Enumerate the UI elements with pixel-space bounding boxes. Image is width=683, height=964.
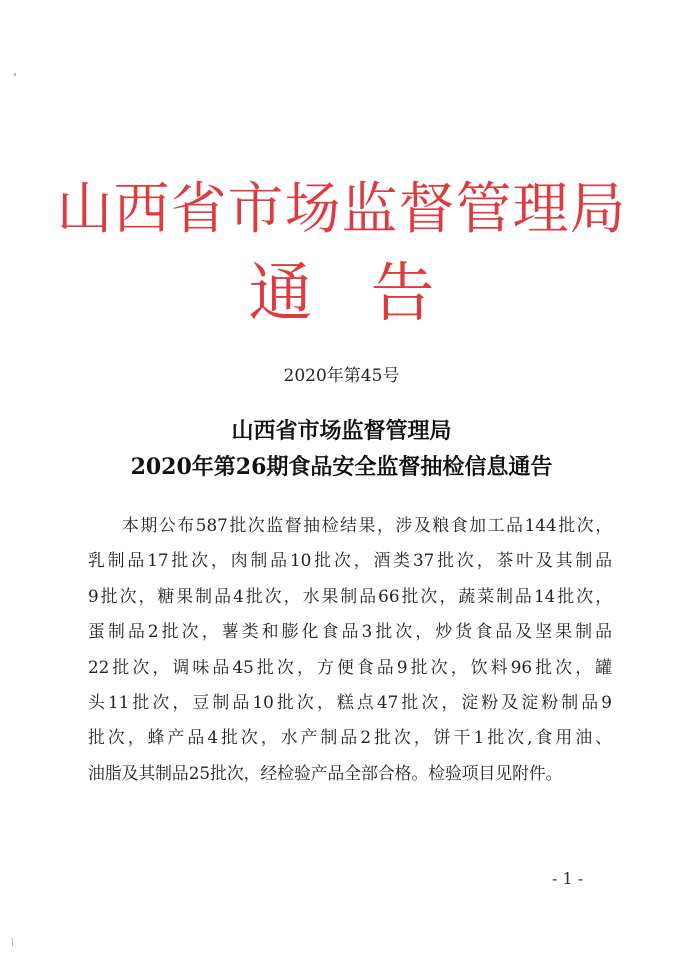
body-line: 蛋制品2批次，薯类和膨化食品3批次，炒货食品及坚果制品 xyxy=(88,621,612,642)
scan-speck xyxy=(12,938,13,946)
body-line: 头11批次，豆制品10批次，糕点47批次，淀粉及淀粉制品9 xyxy=(88,692,612,713)
body-line: 油脂及其制品25批次，经检验产品全部合格。检验项目见附件。 xyxy=(88,762,563,783)
agency-header: 山西省市场监督管理局 xyxy=(56,177,627,242)
title-line-1: 山西省市场监督管理局 xyxy=(231,418,452,444)
body-paragraph xyxy=(88,508,612,791)
body-line: 9批次，糖果制品4批次，水果制品66批次，蔬菜制品14批次， xyxy=(88,585,612,606)
scan-speck xyxy=(14,73,16,76)
body-line: 批次，蜂产品4批次，水产制品2批次，饼干1批次,食用油、 xyxy=(88,727,612,748)
body-line: 22批次，调味品45批次，方便食品9批次，饮料96批次，罐 xyxy=(88,656,612,677)
body-line: 乳制品17批次，肉制品10批次，酒类37批次，茶叶及其制品 xyxy=(88,550,612,571)
page-number: - 1 - xyxy=(552,869,584,888)
document-number: 2020年第45号 xyxy=(283,366,400,386)
title-line-2: 2020年第26期食品安全监督抽检信息通告 xyxy=(130,454,553,480)
body-line: 本期公布587批次监督抽检结果，涉及粮食加工品144批次， xyxy=(122,515,612,535)
notice-header: 通告 xyxy=(248,257,493,331)
